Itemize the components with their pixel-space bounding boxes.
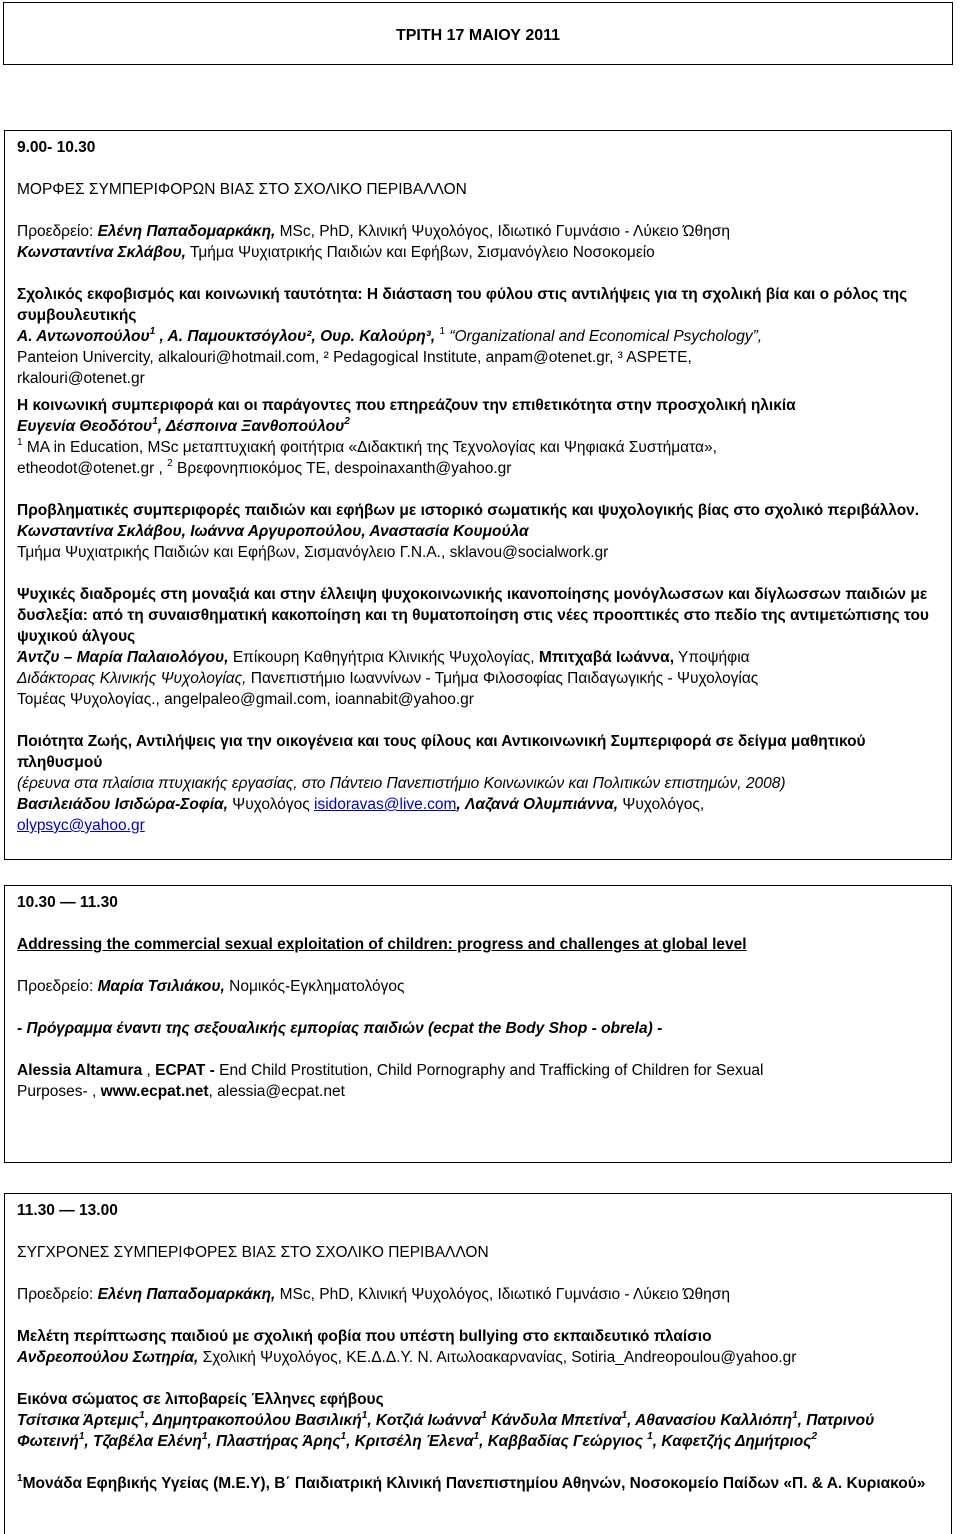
paper-title: Η κοινωνική συμπεριφορά και οι παράγοντες που επηρεάζουν την επιθετικότητα στην προσχολική ηλικία xyxy=(17,397,796,414)
author-name: , Κριτσέλη Έλενα xyxy=(346,1433,474,1450)
author-list xyxy=(17,1409,875,1450)
program-title: - Πρόγραμμα έναντι της σεξουαλικής εμπορίας παιδιών (ecpat the Body Shop - obrela) - xyxy=(17,1020,663,1037)
paper-title: Προβληματικές συμπεριφορές παιδιών και εφήβων με ιστορικό σωματικής και ψυχολογικής βίας στο σχολικό περιβάλλον. xyxy=(17,502,920,519)
author-name: , Δημητρακοπούλου Βασιλική xyxy=(144,1412,362,1429)
author-name: , Τζαβέλα Ελένη xyxy=(84,1433,202,1450)
author-affiliation-mark: 1 xyxy=(473,1430,480,1442)
session-title: ΣΥΓΧΡΟΝΕΣ ΣΥΜΠΕΡΙΦΟΡΕΣ ΒΙΑΣ ΣΤΟ ΣΧΟΛΙΚΟ ΠΕΡΙΒΑΛΛΟΝ xyxy=(17,1244,489,1261)
author-affiliation-mark: 1 xyxy=(139,1409,145,1421)
session-chairs: Προεδρείο: Μαρία Τσιλιάκου, Νομικός-Εγκληματολόγος xyxy=(17,978,405,995)
author-affiliation-mark: 1 xyxy=(340,1430,347,1442)
author-affiliation-mark: 1 xyxy=(621,1409,628,1421)
author-name: , Κοτζιά Ιωάννα xyxy=(367,1412,482,1429)
session-chairs: Προεδρείο: Ελένη Παπαδομαρκάκη, MSc, PhD, Κλινική Ψυχολόγος, Ιδιωτικό Γυμνάσιο - Λύκειο Ώθηση xyxy=(17,1286,730,1303)
author-affiliation-mark: 2 xyxy=(811,1430,817,1442)
author-affiliation-mark: 1 xyxy=(361,1409,368,1421)
chair-name: Ελένη Παπαδομαρκάκη, xyxy=(97,1286,276,1303)
session-2 xyxy=(4,885,952,1163)
author-affiliation-mark: 1 xyxy=(481,1409,487,1421)
author-affiliation-mark: 1 xyxy=(647,1430,653,1442)
author-name: , Καφετζής Δημήτριος xyxy=(652,1433,812,1450)
session-3 xyxy=(4,1193,952,1534)
session-title: ΜΟΡΦΕΣ ΣΥΜΠΕΡΙΦΟΡΩΝ ΒΙΑΣ ΣΤΟ ΣΧΟΛΙΚΟ ΠΕΡΙΒΑΛΛΟΝ xyxy=(17,181,467,198)
session-time: 10.30 — 11.30 xyxy=(17,894,118,911)
email-link[interactable]: isidoravas@live.com xyxy=(314,796,457,813)
author-name: Τσίτσικα Άρτεμις xyxy=(17,1412,140,1429)
author-name: , Αθανασίου Καλλιόπη xyxy=(627,1412,793,1429)
session-title: Addressing the commercial sexual exploitation of children: progress and challenges at global level xyxy=(17,936,747,953)
date-title: ΤΡΙΤΗ 17 ΜΑΙΟΥ 2011 xyxy=(395,27,561,44)
chair-name: Μαρία Τσιλιάκου, xyxy=(97,978,225,995)
paper-entry: Ποιότητα Ζωής, Αντιλήψεις για την οικογένεια και τους φίλους και Αντικοινωνική Συμπεριφορά σε δείγμα μαθητικού πληθυσμού (έρευνα στα πλαίσια πτυχιακής εργασίας, στο Πάντειο Πανεπιστήμιο Κοινωνικών και Πολιτικών επιστημών, 2008) Βασιλειάδου Ισιδώρα-Σοφία, Ψυχολόγος isidoravas@live.com, Λαζανά Ολυμπιάννα, Ψυχολόγος, olypsyc@yahoo.gr xyxy=(17,731,939,836)
paper-entry: Προβληματικές συμπεριφορές παιδιών και εφήβων με ιστορικό σωματικής και ψυχολογικής βίας στο σχολικό περιβάλλον. Κωνσταντίνα Σκλάβου, Ιωάννα Αργυροπούλου, Αναστασία Κουμούλα Τμήμα Ψυχιατρικής Παιδιών και Εφήβων, Σισμανόγλειο Γ.Ν.Α., sklavou@socialwork.gr xyxy=(17,500,939,563)
session-time: 9.00- 10.30 xyxy=(17,139,96,156)
author-affiliation-mark: 1 xyxy=(78,1430,85,1442)
author-affiliation-mark: 1 xyxy=(201,1430,208,1442)
paper-entry: Μελέτη περίπτωσης παιδιού με σχολική φοβία που υπέστη bullying στο εκπαιδευτικό πλαίσιο Ανδρεοπούλου Σωτηρία, Σχολική Ψυχολόγος, ΚΕ.Δ.Δ.Υ. Ν. Αιτωλοακαρνανίας, Sotiria_Andreopoulou@yahoo.gr xyxy=(17,1328,797,1366)
speaker-entry: Alessia Altamura , ECPAT - End Child Prostitution, Child Pornography and Trafficking of Children for Sexual Purposes- , www.ecpat.net, alessia@ecpat.net xyxy=(17,1062,764,1100)
author-name: , Πατρινού Φωτεινή xyxy=(17,1412,875,1450)
paper-title: Ψυχικές διαδρομές στη μοναξιά και στην έλλειψη ψυχοκοινωνικής ικανοποίησης μονόγλωσσων και δίγλωσσων παιδιών με δυσλεξία: από τη συναισθηματική κακοποίηση και τη θυματοποίηση στις νέες προοπτικές στο πεδίο της αντιμετώπισης του ψυχικού άλγους xyxy=(17,586,929,645)
website-link[interactable]: www.ecpat.net xyxy=(100,1083,209,1100)
paper-title: Ποιότητα Ζωής, Αντιλήψεις για την οικογένεια και τους φίλους και Αντικοινωνική Συμπεριφορά σε δείγμα μαθητικού πληθυσμού xyxy=(17,733,866,771)
author-name: , Καββαδίας Γεώργιος xyxy=(479,1433,648,1450)
paper-title: Σχολικός εκφοβισμός και κοινωνική ταυτότητα: Η διάσταση του φύλου στις αντιλήψεις για τη σχολική βία και ο ρόλος της συμβουλευτικής xyxy=(17,286,908,324)
author-name: Κάνδυλα Μπετίνα xyxy=(486,1412,622,1429)
author-affiliation-mark: 1 xyxy=(792,1409,798,1421)
affiliation: $^1$Μονάδα Εφηβικής Υγείας (Μ.Ε.Υ), Β΄ Παιδιατρική Κλινική Πανεπιστημίου Αθηνών, Νοσοκομείο Παίδων «Π. & Α. Κυριακού» xyxy=(17,1472,926,1492)
paper-entry: Σχολικός εκφοβισμός και κοινωνική ταυτότητα: Η διάσταση του φύλου στις αντιλήψεις για τη σχολική βία και ο ρόλος της συμβουλευτικής Α. Αντωνοπούλου$^1$ , Α. Παμουκτσόγλου², Ουρ. Καλούρη³, $^1$ “Organizational and Economical Psychology”, Panteion Univercity, alkalouri@hotmail.com, ² Pedagogical Institute, anpam@otenet.gr, ³ ASPETE, rkalouri@otenet.gr xyxy=(17,286,908,387)
session-chairs: Προεδρείο: Ελένη Παπαδομαρκάκη, MSc, PhD, Κλινική Ψυχολόγος, Ιδιωτικό Γυμνάσιο - Λύκειο Ώθηση Κωνσταντίνα Σκλάβου, Τμήμα Ψυχιατρικής Παιδιών και Εφήβων, Σισμανόγλειο Νοσοκομείο xyxy=(17,223,730,261)
chair-name: Κωνσταντίνα Σκλάβου, xyxy=(17,244,186,261)
date-header xyxy=(3,2,953,65)
session-1 xyxy=(4,130,952,860)
paper-entry xyxy=(17,1389,939,1452)
author-name: , Πλαστήρας Άρης xyxy=(207,1433,341,1450)
paper-entry: Ψυχικές διαδρομές στη μοναξιά και στην έλλειψη ψυχοκοινωνικής ικανοποίησης μονόγλωσσων και δίγλωσσων παιδιών με δυσλεξία: από τη συναισθηματική κακοποίηση και τη θυματοποίηση στις νέες προοπτικές στο πεδίο της αντιμετώπισης του ψυχικού άλγους Άντζυ – Μαρία Παλαιολόγου, Επίκουρη Καθηγήτρια Κλινικής Ψυχολογίας, Μπιτχαβά Ιωάννα, Υποψήφια Διδάκτορας Κλινικής Ψυχολογίας, Πανεπιστήμιο Ιωαννίνων - Τμήμα Φιλοσοφίας Παιδαγωγικής - Ψυχολογίας Τομέας Ψυχολογίας., angelpaleo@gmail.com, ioannabit@yahoo.gr xyxy=(17,584,939,710)
paper-title: Εικόνα σώματος σε λιποβαρείς Έλληνες εφήβους xyxy=(17,1391,384,1408)
chair-name: Ελένη Παπαδομαρκάκη, xyxy=(97,223,276,240)
email-link[interactable]: olypsyc@yahoo.gr xyxy=(17,817,145,834)
paper-title: Μελέτη περίπτωσης παιδιού με σχολική φοβία που υπέστη bullying στο εκπαιδευτικό πλαίσιο xyxy=(17,1328,712,1345)
session-time: 11.30 — 13.00 xyxy=(17,1202,118,1219)
paper-entry: Η κοινωνική συμπεριφορά και οι παράγοντες που επηρεάζουν την επιθετικότητα στην προσχολική ηλικία Ευγενία Θεοδότου$^1$, Δέσποινα Ξανθοπούλου$^2$ $^1$ MA in Education, MSc μεταπτυχιακή φοιτήτρια «Διδακτική της Τεχνολογίας και Ψηφιακά Συστήματα», etheodot@otenet.gr , $^2$ Βρεφονηπιοκόμος ΤΕ, despoinaxanth@yahoo.gr xyxy=(17,397,796,477)
